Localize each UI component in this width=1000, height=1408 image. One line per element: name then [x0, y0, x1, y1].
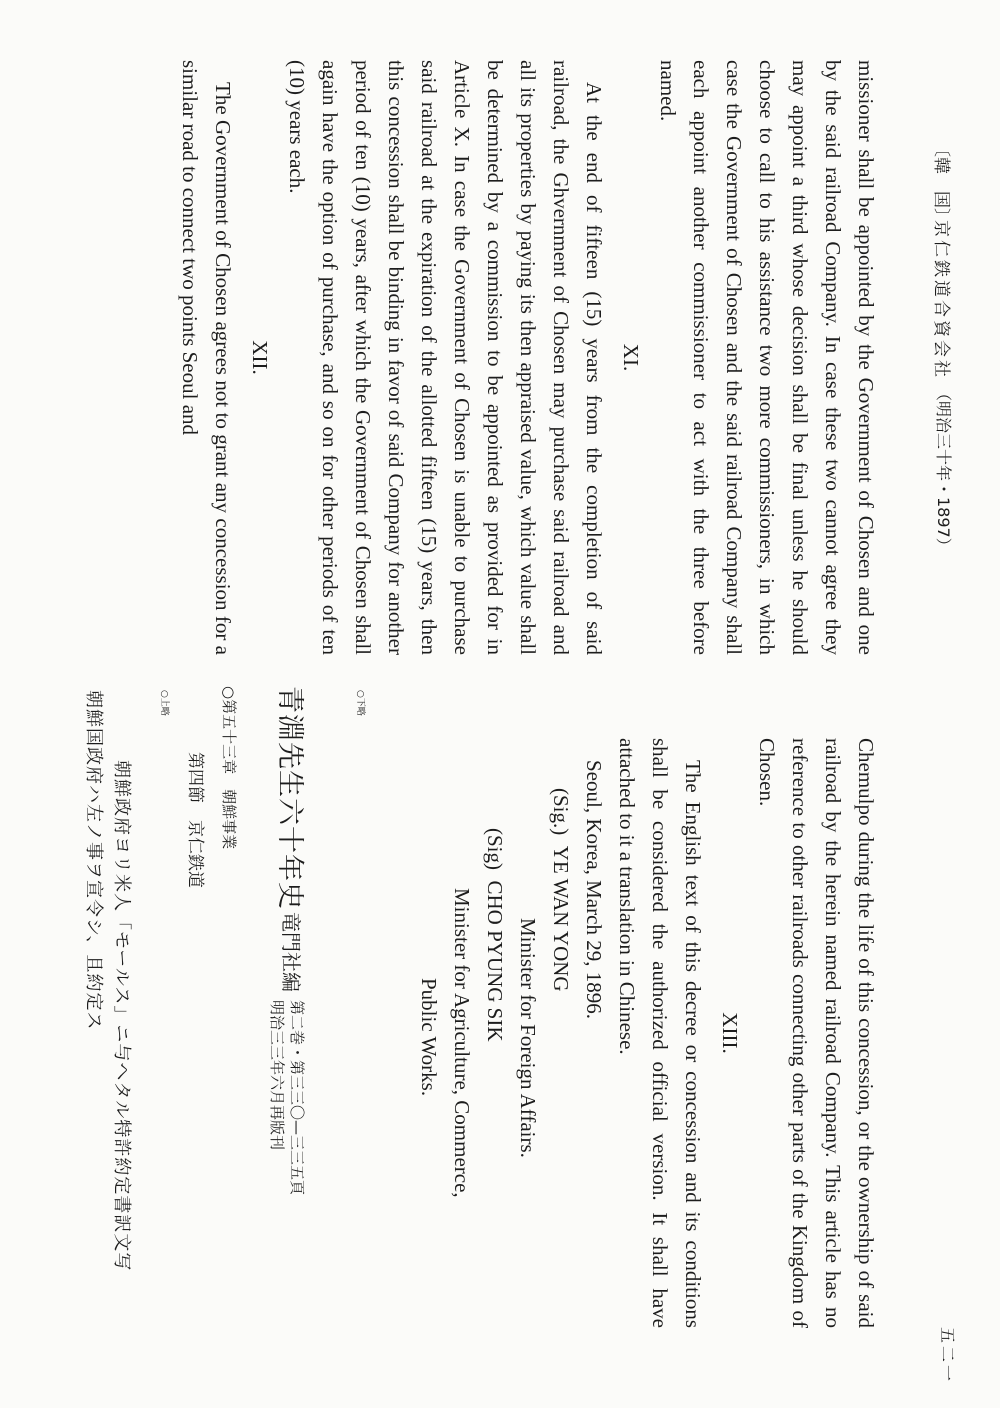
paragraph-article-xi: At the end of fifteen (15) years from the completion of said railroad, the Ghvernment of Chosen may purchase said railroad and all its properties by paying its then appraised value, which value shall be determined by a commission to be appointed as provided for in Article X. In case the Government of Chosen is unable to purchase said railroad at the expiration of the allotted fifteen (15) years, then this concession shall be binding in favor of said Company for another period of ten (10) years, after which the Government of Chosen shall again have the option of purchase, and so on for other periods of ten (10) years each.: [285, 60, 606, 655]
signature-2-title-line2: Public Works.: [417, 978, 441, 1097]
paragraph-article-xii: The Government of Chosen agrees not to grant any concession for a similar road to connect two points Seoul and: [178, 60, 235, 655]
dateline: Seoul, Korea, March 29, 1896.: [582, 760, 606, 1019]
paragraph-article-xiii: The English text of this decree or concession and its conditions shall be considered the authorized official version. It shall have attached to it a translation in Chinese.: [615, 738, 705, 1328]
signature-2-title-line1: Minister for Agriculture, Commerce,: [450, 888, 474, 1198]
heading-article-xii: XII.: [248, 340, 272, 375]
signature-2-name: CHO PYUNG SIK: [483, 880, 507, 1042]
signature-2-prefix: (Sig): [483, 828, 507, 870]
signature-2: [478, 738, 511, 1328]
omitted-mark-below: ○下略: [355, 690, 365, 716]
signature-1-title: Minister for Foreign Affairs.: [516, 918, 540, 1158]
page-number: 五二一: [938, 1327, 957, 1385]
omitted-mark-above: ○上略: [159, 690, 169, 716]
heading-article-xiii: XIII.: [718, 1012, 742, 1054]
signature-1: [544, 738, 577, 1328]
signature-1-prefix: (Sig.): [549, 788, 573, 836]
source-date: 明治三三年六月再版刊: [268, 1000, 286, 1151]
header-period: （明治三十年・1897）: [934, 385, 953, 554]
header-company: 京仁鉄道合資会社: [931, 220, 951, 380]
japanese-text-line-2: 朝鮮国政府ハ左ノ事ヲ宣令シ、且約定ス: [83, 690, 104, 1031]
japanese-text-line-1: 朝鮮政府ヨリ米人「モールス」ニ与ヘタル特許約定書訳文写: [111, 760, 132, 1272]
section-heading: 第四節 京仁鉄道: [185, 752, 205, 888]
source-volume: 第二巻・第三三〇—三三五頁: [288, 1000, 306, 1196]
source-editor: 竜門社編: [279, 912, 303, 992]
signature-1-name: YE WAN YONG: [549, 845, 573, 992]
heading-article-xi: XI.: [619, 343, 643, 372]
paragraph-article-xii-continued: Chemulpo during the life of this concession, or the ownership of said railroad by the herein named railroad Company. This article has no reference to other railroads connecting other parts of the Kingdom of Chosen.: [755, 738, 878, 1328]
source-title: 青淵先生六十年史: [274, 686, 305, 910]
chapter-heading: ○第五十三章 朝鮮事業: [220, 686, 238, 850]
header-country: 〔韓 国〕: [931, 140, 951, 225]
paragraph-article-x-continued: missioner shall be appointed by the Government of Chosen and one by the said railroad Company. In case these two cannot agree they may appoint a third whose decision shall be final unless he should choose to call to his assistance two more commissioners, in which case the Government of Chosen and the said railroad Company shall each appoint another commissioner to act with the three before named.: [656, 60, 878, 655]
english-column-left-body: [173, 60, 882, 655]
english-column-right: [412, 738, 882, 1328]
